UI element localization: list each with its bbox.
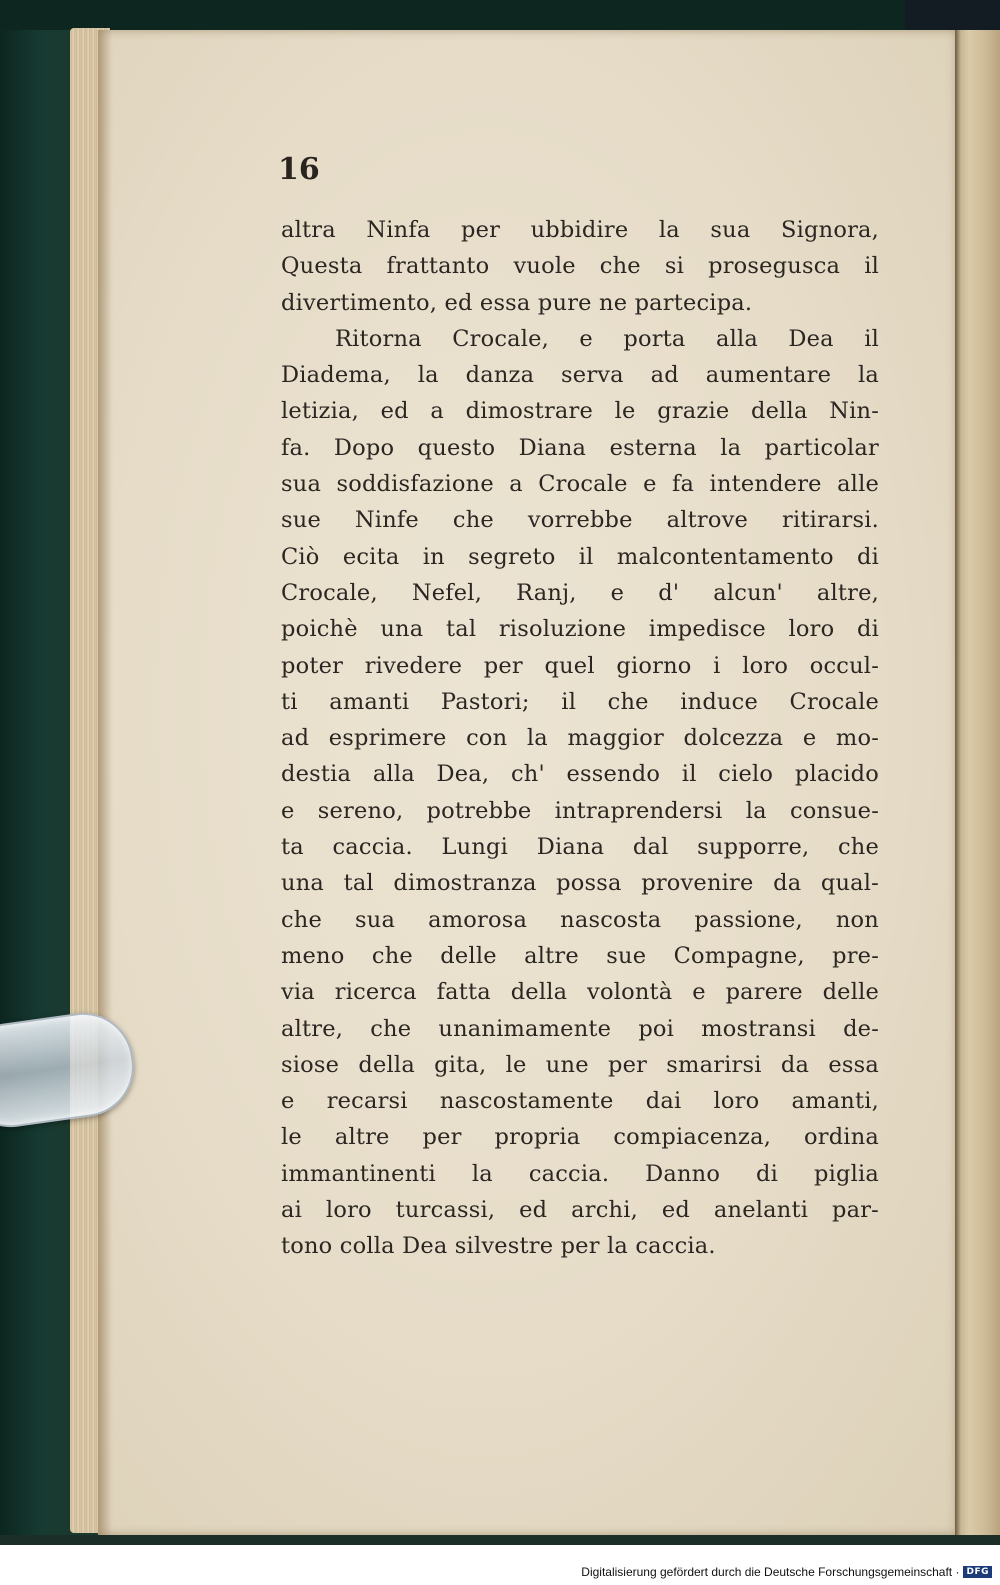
text-line: altra Ninfa per ubbidire la sua Signora,: [281, 217, 879, 243]
text-line: altre, che unanimamente poi mostransi de-: [281, 1015, 879, 1042]
text-line: che sua amorosa nascosta passione, non: [281, 906, 879, 933]
text-line: ad esprimere con la maggior dolcezza e mo-: [281, 725, 879, 752]
text-line: ai loro turcassi, ed archi, ed anelanti par-: [281, 1197, 879, 1224]
text-line: poter rivedere per quel giorno i loro occul-: [281, 652, 879, 679]
text-line: sue Ninfe che vorrebbe altrove ritirarsi.: [281, 507, 879, 534]
page-gutter-shadow: [98, 30, 112, 1535]
text-line: sua soddisfazione a Crocale e fa intendere alle: [281, 471, 879, 498]
text-line: poichè una tal risoluzione impedisce loro di: [281, 616, 879, 643]
text-line: letizia, ed a dimostrare le grazie della Nin-: [281, 398, 879, 425]
text-line: Diadema, la danza serva ad aumentare la: [281, 362, 879, 389]
page-number: 16: [278, 152, 320, 187]
funding-notice: [581, 1565, 992, 1579]
text-line: siose della gita, le une per smarirsi da essa: [281, 1051, 879, 1078]
body-text: [281, 212, 879, 1265]
text-line: le altre per propria compiacenza, ordina: [281, 1124, 879, 1151]
scanner-background-top: [0, 0, 1000, 30]
text-line: ti amanti Pastori; il che induce Crocale: [281, 688, 879, 715]
funding-text: Digitalisierung gefördert durch die Deutsche Forschungsgemeinschaft ·: [581, 1565, 960, 1579]
scanner-background-corner: [905, 0, 1000, 34]
text-line: destia alla Dea, ch' essendo il cielo placido: [281, 761, 879, 788]
text-line: ta caccia. Lungi Diana dal supporre, che: [281, 834, 879, 861]
text-line: tono colla Dea silvestre per la caccia.: [281, 1233, 716, 1260]
text-line: Ciò ecita in segreto il malcontentamento di: [281, 543, 879, 570]
dfg-logo: DFG: [963, 1566, 992, 1578]
text-line: Ritorna Crocale, e porta alla Dea il: [335, 325, 879, 352]
text-line: Crocale, Nefel, Ranj, e d' alcun' altre,: [281, 579, 879, 606]
text-line: divertimento, ed essa pure ne partecipa.: [281, 289, 753, 316]
text-line: Questa frattanto vuole che si prosegusca il: [281, 253, 879, 280]
facing-page-edge: [955, 30, 1000, 1540]
text-line: una tal dimostranza possa provenire da qual-: [281, 870, 879, 897]
text-line: e recarsi nascostamente dai loro amanti,: [281, 1088, 879, 1115]
footer-strip: [0, 1545, 1000, 1585]
text-line: meno che delle altre sue Compagne, pre-: [281, 942, 879, 969]
text-line: fa. Dopo questo Diana esterna la particolar: [281, 434, 879, 461]
text-line: via ricerca fatta della volontà e parere delle: [281, 979, 879, 1006]
text-line: immantinenti la caccia. Danno di piglia: [281, 1160, 879, 1187]
text-line: e sereno, potrebbe intraprendersi la consue-: [281, 797, 879, 824]
